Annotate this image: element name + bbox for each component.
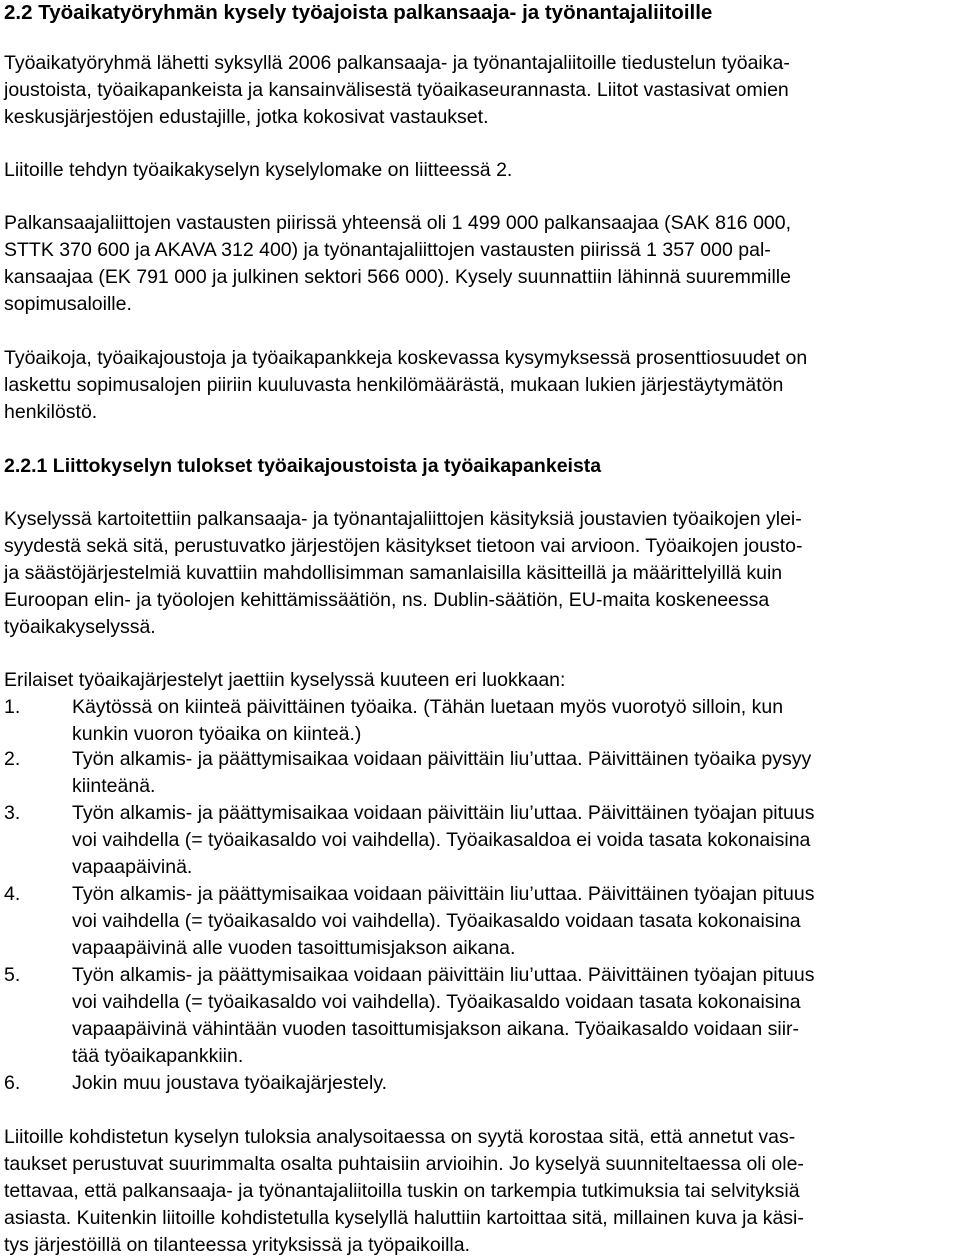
- text-line: voi vaihdella (= työaikasaldo voi vaihdella). Työaikasaldo voidaan tasata kokonaisina: [72, 991, 801, 1013]
- text-line: tää työaikapankkiin.: [72, 1045, 244, 1067]
- text-line: Liitoille tehdyn työaikakyselyn kyselylomake on liitteessä 2.: [4, 159, 513, 181]
- text-line: syydestä sekä sitä, perustuvatko järjestöjen käsitykset tietoon vai arvioon. Työaikojen jousto-: [4, 535, 803, 557]
- text-line: asiasta. Kuitenkin liitoille kohdistetulla kyselyllä haluttiin kartoittaa sitä, millainen kuva ja käsi-: [4, 1207, 804, 1229]
- text-line: Työn alkamis- ja päättymisaikaa voidaan päivittäin liu’uttaa. Päivittäinen työajan pituus: [72, 964, 815, 986]
- list-number: 4.: [4, 883, 21, 905]
- text-line: Liitoille kohdistetun kyselyn tuloksia analysoitaessa on syytä korostaa sitä, että annetut vas-: [4, 1126, 796, 1148]
- text-line: Palkansaajaliittojen vastausten piirissä yhteensä oli 1 499 000 palkansaajaa (SAK 816 000,: [4, 212, 792, 234]
- list-number: 5.: [4, 964, 21, 986]
- text-line: joustoista, työaikapankeista ja kansainvälisestä työaikaseurannasta. Liitot vastasivat omien: [4, 79, 789, 101]
- text-line: Jokin muu joustava työaikajärjestely.: [72, 1072, 388, 1094]
- list-number: 3.: [4, 802, 21, 824]
- text-line: sopimusaloille.: [4, 293, 132, 315]
- text-line: STTK 370 600 ja AKAVA 312 400) ja työnantajaliittojen vastausten piirissä 1 357 000 pal-: [4, 239, 771, 261]
- text-line: voi vaihdella (= työaikasaldo voi vaihdella). Työaikasaldoa ei voida tasata kokonaisina: [72, 829, 811, 851]
- list-number: 6.: [4, 1072, 21, 1094]
- text-line: vapaapäivinä alle vuoden tasoittumisjakson aikana.: [72, 937, 516, 959]
- text-line: ja säästöjärjestelmiä kuvattiin mahdollisimman samanlaisilla käsitteillä ja määrittelyillä kuin: [4, 562, 783, 584]
- text-line: tys järjestöillä on tilanteessa yrityksissä ja työpaikoilla.: [4, 1234, 471, 1256]
- section-heading: 2.2 Työaikatyöryhmän kysely työajoista palkansaaja- ja työnantajaliitoille: [4, 1, 713, 24]
- text-line: kunkin vuoron työaika on kiinteä.): [72, 723, 362, 745]
- text-line: Kyselyssä kartoitettiin palkansaaja- ja työnantajaliittojen käsityksiä joustavien työaikojen ylei-: [4, 508, 802, 530]
- text-line: taukset perustuvat suurimmalta osalta puhtaisiin arvioihin. Jo kyselyä suunniteltaessa oli ole-: [4, 1153, 804, 1175]
- text-line: Työn alkamis- ja päättymisaikaa voidaan päivittäin liu’uttaa. Päivittäinen työaika pysyy: [72, 748, 812, 770]
- text-line: henkilöstö.: [4, 401, 98, 423]
- text-line: laskettu sopimusalojen piiriin kuuluvasta henkilömäärästä, mukaan lukien järjestäytymätön: [4, 374, 784, 396]
- text-line: Työaikatyöryhmä lähetti syksyllä 2006 palkansaaja- ja työnantajaliitoille tiedustelun työaika-: [4, 52, 790, 74]
- text-line: keskusjärjestöjen edustajille, jotka kokosivat vastaukset.: [4, 106, 489, 128]
- list-number: 2.: [4, 748, 21, 770]
- text-line: tettavaa, että palkansaaja- ja työnantajaliitoilla tuskin on tarkempia tutkimuksia tai selvityksiä: [4, 1180, 800, 1202]
- subsection-heading: 2.2.1 Liittokyselyn tulokset työaikajoustoista ja työaikapankeista: [4, 455, 602, 477]
- text-line: työaikakyselyssä.: [4, 616, 156, 638]
- text-line: Euroopan elin- ja työolojen kehittämissäätiön, ns. Dublin-säätiön, EU-maita koskeneessa: [4, 589, 770, 611]
- text-line: kiinteänä.: [72, 775, 156, 797]
- text-line: Käytössä on kiinteä päivittäinen työaika. (Tähän luetaan myös vuorotyö silloin, kun: [72, 696, 784, 718]
- text-line: Työn alkamis- ja päättymisaikaa voidaan päivittäin liu’uttaa. Päivittäinen työajan pituus: [72, 802, 815, 824]
- text-line: kansaajaa (EK 791 000 ja julkinen sektori 566 000). Kysely suunnattiin lähinnä suuremmille: [4, 266, 791, 288]
- text-line: vapaapäivinä.: [72, 856, 193, 878]
- text-line: voi vaihdella (= työaikasaldo voi vaihdella). Työaikasaldo voidaan tasata kokonaisina: [72, 910, 801, 932]
- text-line: Työaikoja, työaikajoustoja ja työaikapankkeja koskevassa kysymyksessä prosenttiosuudet on: [4, 347, 808, 369]
- list-intro: Erilaiset työaikajärjestelyt jaettiin kyselyssä kuuteen eri luokkaan:: [4, 669, 566, 691]
- text-line: vapaapäivinä vähintään vuoden tasoittumisjakson aikana. Työaikasaldo voidaan siir-: [72, 1018, 800, 1040]
- list-number: 1.: [4, 696, 21, 718]
- text-line: Työn alkamis- ja päättymisaikaa voidaan päivittäin liu’uttaa. Päivittäinen työajan pituus: [72, 883, 815, 905]
